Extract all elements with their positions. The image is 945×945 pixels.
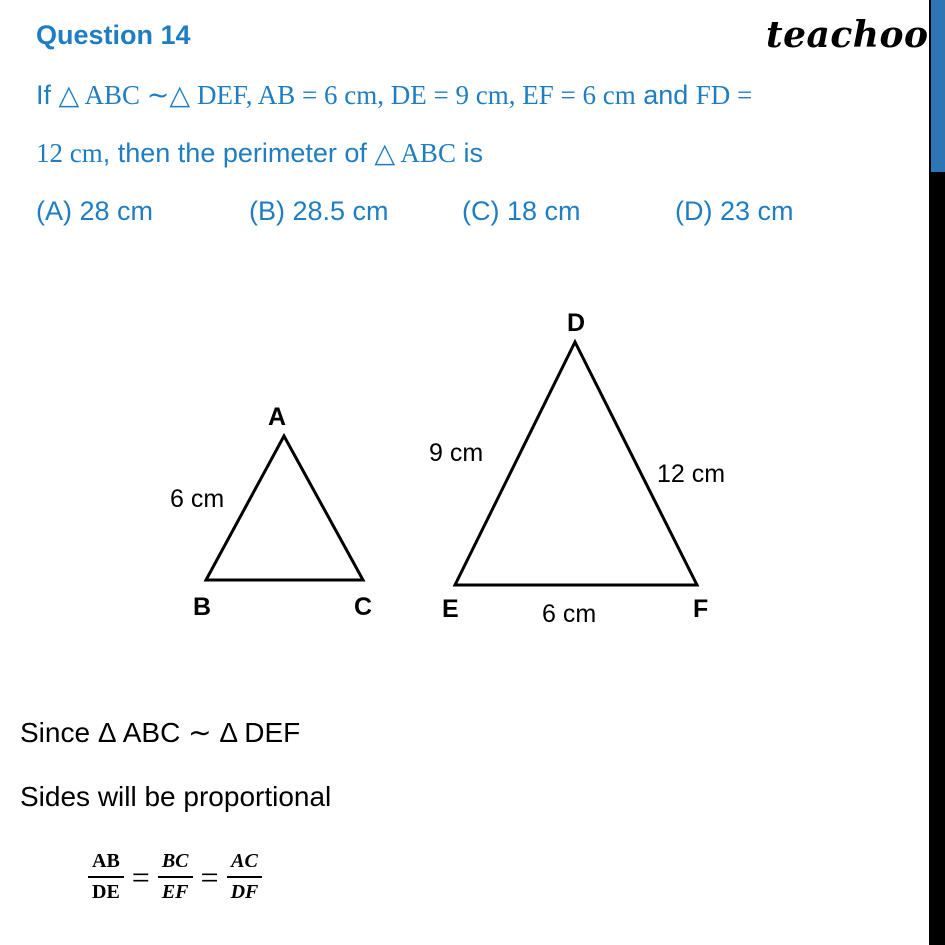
solution-line-1: Since Δ ABC ∼ Δ DEF	[20, 717, 301, 748]
side-df-label: 12 cm	[657, 460, 726, 488]
triangle-abc	[206, 436, 363, 580]
fraction-bc-ef: $\frac{BC}{EF}$	[158, 850, 193, 904]
question-line-1: If △ ABC ∼△ DEF, AB = 6 cm, DE = 9 cm, EF = 6 cm and FD =	[36, 80, 753, 110]
ratio-equation	[88, 850, 262, 904]
question-title: Question 14	[36, 20, 191, 50]
side-ab-label: 6 cm	[170, 485, 225, 513]
side-de-label: 9 cm	[429, 439, 484, 467]
option-b: (B) 28.5 cm	[249, 196, 389, 226]
fraction-ab-de: $\frac{AB}{DE}$	[88, 850, 124, 904]
side-ef-label: 6 cm	[542, 600, 597, 628]
vertex-a-label: A	[268, 403, 287, 431]
solution-line-2: Sides will be proportional	[20, 781, 332, 812]
option-c: (C) 18 cm	[462, 196, 581, 226]
option-d: (D) 23 cm	[675, 196, 794, 226]
vertex-b-label: B	[193, 593, 212, 621]
teachoo-logo: teachoo	[766, 14, 929, 56]
vertex-e-label: E	[442, 595, 459, 623]
fraction-ac-df: $\frac{AC}{DF}$	[227, 850, 263, 904]
vertex-c-label: C	[354, 593, 373, 621]
vertex-f-label: F	[693, 595, 709, 623]
question-line-2: 12 cm, then the perimeter of △ ABC is	[36, 138, 483, 168]
equals-sign: =	[131, 858, 150, 895]
vertex-d-label: D	[567, 309, 586, 337]
option-a: (A) 28 cm	[36, 196, 154, 226]
equals-sign: =	[200, 858, 219, 895]
